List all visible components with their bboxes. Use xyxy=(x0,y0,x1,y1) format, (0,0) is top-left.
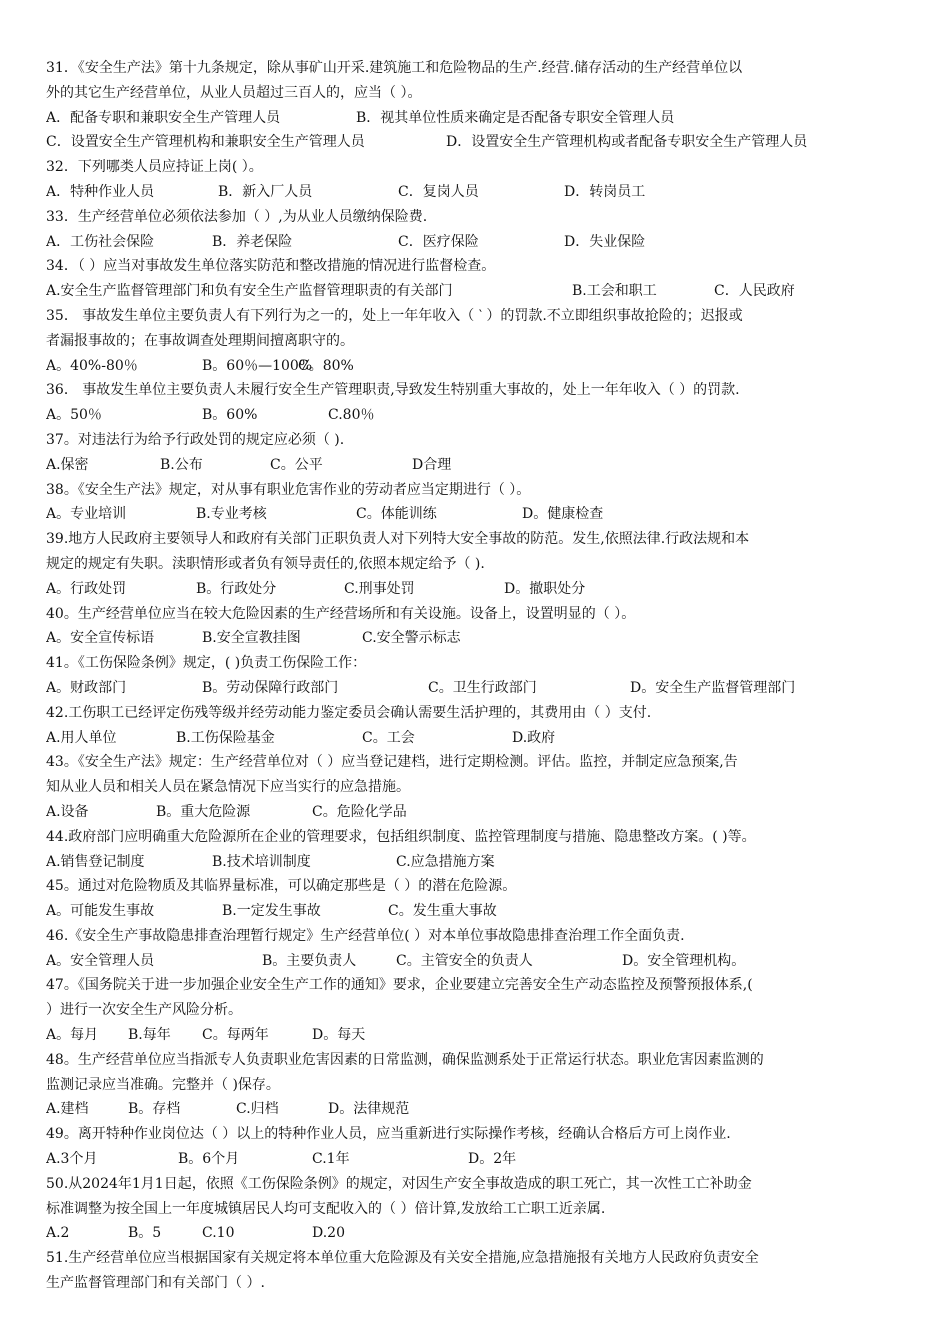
answer-option: A.用人单位 xyxy=(46,729,117,746)
answer-option: B。60％—100% xyxy=(202,357,313,374)
answer-option: B．视其单位性质来确定是否配备专职安全管理人员 xyxy=(356,109,675,126)
answer-option: B.公布 xyxy=(160,456,203,473)
question-text: 44.政府部门应明确重大危险源所在企业的管理要求，包括组织制度、监控管理制度与措施、隐患整改方案。( )等。 xyxy=(46,828,756,845)
answer-option: A。40%-80％ xyxy=(46,357,138,374)
answer-option: D．转岗员工 xyxy=(564,183,646,200)
answer-option: C。体能训练 xyxy=(356,506,437,523)
answer-option: D．设置安全生产管理机构或者配备专职安全生产管理人员 xyxy=(446,134,808,151)
answer-option: A。财政部门 xyxy=(46,679,127,696)
option-row xyxy=(46,403,914,428)
question-text: ）进行一次安全生产风险分析。 xyxy=(46,1002,242,1019)
question-text: 标准调整为按全国上一年度城镇居民人均可支配收入的（ ）倍计算,发放给工亡职工近亲属. xyxy=(46,1200,606,1217)
answer-option: A．特种作业人员 xyxy=(46,183,155,200)
question-text: 35． 事故发生单位主要负责人有下列行为之一的，处上一年年收入（ ‵ ）的罚款.不立即组织事故抢险的；迟报或 xyxy=(46,307,743,324)
answer-option: C。工会 xyxy=(362,729,415,746)
question-text: 33．生产经营单位必须依法参加（ ）,为从业人员缴纳保险费. xyxy=(46,208,428,225)
question-block xyxy=(46,304,914,378)
answer-option: A．配备专职和兼职安全生产管理人员 xyxy=(46,109,281,126)
answer-option: D合理 xyxy=(412,456,452,473)
answer-option: D.20 xyxy=(312,1225,345,1242)
answer-option: D。2年 xyxy=(468,1151,517,1168)
answer-option: C．设置安全生产管理机构和兼职安全生产管理人员 xyxy=(46,134,365,151)
question-text: 48。生产经营单位应当指派专人负责职业危害因素的日常监测，确保监测系处于正常运行状态。职业危害因素监测的 xyxy=(46,1051,764,1068)
answer-option: A。每月 xyxy=(46,1027,99,1044)
question-block xyxy=(46,973,914,1047)
option-row xyxy=(46,1147,914,1172)
option-row xyxy=(46,899,914,924)
question-block xyxy=(46,874,914,924)
question-text: 38。《安全生产法》规定，对从事有职业危害作业的劳动者应当定期进行（ ）。 xyxy=(46,481,531,498)
answer-option: D。法律规范 xyxy=(328,1101,410,1118)
option-row xyxy=(46,1221,914,1246)
question-text: 46.《安全生产事故隐患排查治理暂行规定》生产经营单位( ）对本单位事故隐患排查治理工作全面负责. xyxy=(46,927,685,944)
option-row xyxy=(46,279,914,304)
answer-option: B.一定发生事故 xyxy=(222,903,321,920)
question-block xyxy=(46,701,914,751)
answer-option: A.建档 xyxy=(46,1101,89,1118)
answer-option: B。行政处分 xyxy=(196,580,277,597)
question-text: 40。生产经营单位应当在较大危险因素的生产经营场所和有关设施。设备上，设置明显的（ ）。 xyxy=(46,605,636,622)
answer-option: B。60% xyxy=(202,407,258,424)
answer-option: B。劳动保障行政部门 xyxy=(202,679,339,696)
answer-option: C．人民政府 xyxy=(714,283,795,300)
question-text: 41。《工伤保险条例》规定，( )负责工伤保险工作： xyxy=(46,655,367,672)
question-block xyxy=(46,1246,914,1296)
answer-option: B．养老保险 xyxy=(212,233,293,250)
option-row xyxy=(46,626,914,651)
question-block xyxy=(46,254,914,304)
answer-option: C。发生重大事故 xyxy=(388,903,497,920)
answer-option: C。80% xyxy=(298,357,354,374)
answer-option: B.每年 xyxy=(128,1027,171,1044)
answer-option: C．医疗保险 xyxy=(398,233,479,250)
question-block xyxy=(46,750,914,824)
option-row xyxy=(46,230,914,255)
answer-option: C.1年 xyxy=(312,1151,350,1168)
question-block xyxy=(46,56,914,155)
question-text: 51.生产经营单位应当根据国家有关规定将本单位重大危险源及有关安全措施,应急措施报有关地方人民政府负责安全 xyxy=(46,1250,759,1267)
answer-option: A。行政处罚 xyxy=(46,580,127,597)
option-row xyxy=(46,850,914,875)
option-row xyxy=(46,1097,914,1122)
answer-option: D。每天 xyxy=(312,1027,366,1044)
question-block xyxy=(46,205,914,255)
answer-option: B。主要负责人 xyxy=(262,952,357,969)
answer-option: B.技术培训制度 xyxy=(212,853,311,870)
option-row xyxy=(46,130,914,155)
question-block xyxy=(46,602,914,652)
answer-option: B。5 xyxy=(128,1225,162,1242)
answer-option: A。50％ xyxy=(46,407,102,424)
question-text: 39.地方人民政府主要领导人和政府有关部门正职负责人对下列特大安全事故的防范。发生,依照法律.行政法规和本 xyxy=(46,531,750,548)
answer-option: A。安全宣传标语 xyxy=(46,630,155,647)
question-text: 知从业人员和相关人员在紧急情况下应当实行的应急措施。 xyxy=(46,779,410,796)
question-text: 47。《国务院关于进一步加强企业安全生产工作的通知》要求，企业要建立完善安全生产动态监控及预警预报体系,( xyxy=(46,977,753,994)
option-row xyxy=(46,800,914,825)
answer-option: B。重大危险源 xyxy=(156,803,251,820)
question-block xyxy=(46,378,914,428)
question-block xyxy=(46,1172,914,1246)
option-row xyxy=(46,180,914,205)
question-block xyxy=(46,1048,914,1122)
answer-option: D。安全管理机构。 xyxy=(622,952,746,969)
question-text: 45。通过对危险物质及其临界量标准，可以确定那些是（ ）的潜在危险源。 xyxy=(46,878,517,895)
option-row xyxy=(46,577,914,602)
question-text: 49。离开特种作业岗位达（ ）以上的特种作业人员，应当重新进行实际操作考核，经确认合格后方可上岗作业. xyxy=(46,1126,731,1143)
question-text: 36． 事故发生单位主要负责人未履行安全生产管理职责,导致发生特别重大事故的，处上一年年收入（ ）的罚款. xyxy=(46,382,740,399)
answer-option: C.10 xyxy=(202,1225,235,1242)
question-block xyxy=(46,155,914,205)
answer-option: A.安全生产监督管理部门和负有安全生产监督管理职责的有关部门 xyxy=(46,283,453,300)
question-text: 外的其它生产经营单位，从业人员超过三百人的，应当（ ）。 xyxy=(46,84,422,101)
answer-option: B.工伤保险基金 xyxy=(176,729,275,746)
answer-option: D。撤职处分 xyxy=(504,580,586,597)
question-block xyxy=(46,527,914,601)
answer-option: A。安全管理人员 xyxy=(46,952,155,969)
answer-option: C。卫生行政部门 xyxy=(428,679,537,696)
option-row xyxy=(46,453,914,478)
question-text: 50.从2024年1月1日起，依照《工伤保险条例》的规定，对因生产安全事故造成的职工死亡，其一次性工亡补助金 xyxy=(46,1175,752,1192)
answer-option: B.安全宣教挂图 xyxy=(202,630,301,647)
answer-option: C。危险化学品 xyxy=(312,803,407,820)
answer-option: A.销售登记制度 xyxy=(46,853,145,870)
answer-option: A.设备 xyxy=(46,803,89,820)
option-row xyxy=(46,676,914,701)
question-text: 32．下列哪类人员应持证上岗( ）。 xyxy=(46,159,263,176)
answer-option: B.专业考核 xyxy=(196,506,267,523)
question-block xyxy=(46,428,914,478)
question-text: 规定的规定有失职。渎职情形或者负有领导责任的,依照本规定给予（ ). xyxy=(46,555,485,572)
answer-option: B.工会和职工 xyxy=(572,283,657,300)
question-text: 34．（ ）应当对事故发生单位落实防范和整改措施的情况进行监督检查。 xyxy=(46,258,496,275)
answer-option: D。安全生产监督管理部门 xyxy=(630,679,796,696)
option-row xyxy=(46,949,914,974)
answer-option: B。6个月 xyxy=(178,1151,240,1168)
answer-option: C.80％ xyxy=(328,407,375,424)
answer-option: A。可能发生事故 xyxy=(46,903,155,920)
question-text: 42.工伤职工已经评定伤残等级并经劳动能力鉴定委员会确认需要生活护理的，其费用由（ ）支付. xyxy=(46,704,652,721)
answer-option: C。公平 xyxy=(270,456,323,473)
answer-option: A.2 xyxy=(46,1225,70,1242)
question-text: 监测记录应当准确。完整并（ )保存。 xyxy=(46,1076,280,1093)
answer-option: C．复岗人员 xyxy=(398,183,479,200)
option-row xyxy=(46,1023,914,1048)
answer-option: A.保密 xyxy=(46,456,89,473)
question-block xyxy=(46,924,914,974)
answer-option: D．失业保险 xyxy=(564,233,646,250)
answer-option: C.归档 xyxy=(236,1101,279,1118)
answer-option: A.3个月 xyxy=(46,1151,98,1168)
answer-option: A．工伤社会保险 xyxy=(46,233,155,250)
answer-option: B。存档 xyxy=(128,1101,181,1118)
question-text: 43。《安全生产法》规定：生产经营单位对（ ）应当登记建档，进行定期检测。评估。监控，并制定应急预案,告 xyxy=(46,754,738,771)
question-block xyxy=(46,825,914,875)
question-block xyxy=(46,478,914,528)
answer-option: B．新入厂人员 xyxy=(218,183,313,200)
answer-option: C。每两年 xyxy=(202,1027,269,1044)
option-row xyxy=(46,726,914,751)
answer-option: D。健康检查 xyxy=(522,506,604,523)
answer-option: C.应急措施方案 xyxy=(396,853,495,870)
answer-option: A。专业培训 xyxy=(46,506,127,523)
question-text: 生产监督管理部门和有关部门（ ）. xyxy=(46,1275,265,1292)
question-text: 者漏报事故的；在事故调查处理期间擅离职守的。 xyxy=(46,332,354,349)
answer-option: C.刑事处罚 xyxy=(344,580,415,597)
question-block xyxy=(46,1122,914,1172)
exam-page xyxy=(46,56,914,1296)
answer-option: D.政府 xyxy=(512,729,556,746)
answer-option: C。主管安全的负责人 xyxy=(396,952,533,969)
answer-option: C.安全警示标志 xyxy=(362,630,461,647)
option-row xyxy=(46,354,914,379)
question-text: 31．《安全生产法》第十九条规定，除从事矿山开采.建筑施工和危险物品的生产.经营.储存活动的生产经营单位以 xyxy=(46,60,743,76)
question-block xyxy=(46,651,914,701)
option-row xyxy=(46,106,914,131)
option-row xyxy=(46,502,914,527)
question-text: 37。对违法行为给予行政处罚的规定应必须（ ). xyxy=(46,431,345,448)
